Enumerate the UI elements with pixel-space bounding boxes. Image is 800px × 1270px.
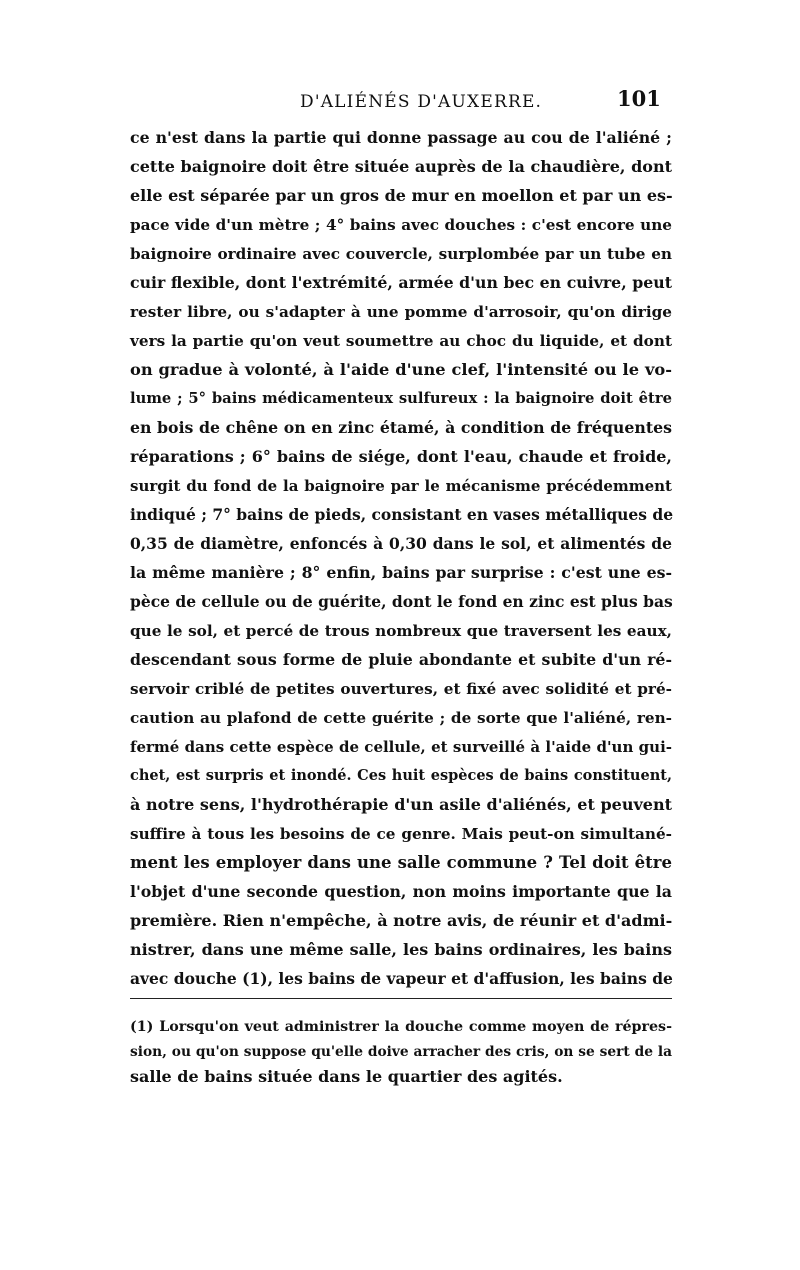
body-line: indiqué ; 7° bains de pieds, consistant en vases métalliques de [130,505,674,524]
body-line: vers la partie qu'on veut soumettre au choc du liquide, et dont [130,332,672,350]
footnote-rule [130,998,672,999]
body-line: on gradue à volonté, à l'aide d'une clef, l'intensité ou le vo- [130,360,672,379]
body-line: ment les employer dans une salle commune ? Tel doit être [130,853,672,872]
body-line: en bois de chêne on en zinc étamé, à condition de fréquentes [130,418,672,437]
body-line: réparations ; 6° bains de siége, dont l'eau, chaude et froide, [130,447,672,466]
footnote-line: sion, ou qu'on suppose qu'elle doive arracher des cris, on se sert de la [130,1044,672,1060]
body-line: ce n'est dans la partie qui donne passage au cou de l'aliéné ; [130,128,672,147]
body-line: à notre sens, l'hydrothérapie d'un asile d'aliénés, et peuvent [130,795,672,814]
body-line: suffire à tous les besoins de ce genre. Mais peut-on simultané- [130,825,672,843]
body-line: surgit du fond de la baignoire par le mécanisme précédemment [130,477,672,495]
footnote-line: salle de bains située dans le quartier des agités. [130,1067,563,1086]
running-title: D'ALIÉNÉS D'AUXERRE. [300,92,543,112]
body-line: rester libre, ou s'adapter à une pomme d'arrosoir, qu'on dirige [130,303,672,321]
body-line: 0,35 de diamètre, enfoncés à 0,30 dans le sol, et alimentés de [130,534,672,553]
body-line: l'objet d'une seconde question, non moins importante que la [130,882,672,901]
body-line: cette baignoire doit être située auprès de la chaudière, dont [130,157,672,176]
body-line: nistrer, dans une même salle, les bains ordinaires, les bains [130,940,672,959]
body-line: pace vide d'un mètre ; 4° bains avec douches : c'est encore une [130,216,672,234]
body-line: baignoire ordinaire avec couvercle, surplombée par un tube en [130,245,672,263]
body-line: pèce de cellule ou de guérite, dont le fond en zinc est plus bas [130,592,673,611]
body-line: servoir criblé de petites ouvertures, et fixé avec solidité et pré- [130,680,672,698]
footnote-line: (1) Lorsqu'on veut administrer la douche comme moyen de répres- [130,1019,672,1035]
body-line: la même manière ; 8° enfin, bains par surprise : c'est une es- [130,563,672,582]
body-line: lume ; 5° bains médicamenteux sulfureux : la baignoire doit être [130,390,672,407]
body-line: caution au plafond de cette guérite ; de sorte que l'aliéné, ren- [130,709,672,727]
body-line: avec douche (1), les bains de vapeur et d'affusion, les bains de [130,969,673,988]
body-line: cuir flexible, dont l'extrémité, armée d'un bec en cuivre, peut [130,273,672,292]
body-line: elle est séparée par un gros de mur en moellon et par un es- [130,186,673,205]
body-line: chet, est surpris et inondé. Ces huit espèces de bains constituent, [130,767,672,784]
page-number: 101 [617,86,661,111]
body-line: descendant sous forme de pluie abondante et subite d'un ré- [130,650,672,669]
body-line: fermé dans cette espèce de cellule, et surveillé à l'aide d'un gui- [130,738,672,756]
body-line: première. Rien n'empêche, à notre avis, de réunir et d'admi- [130,911,673,930]
body-line: que le sol, et percé de trous nombreux que traversent les eaux, [130,622,672,640]
